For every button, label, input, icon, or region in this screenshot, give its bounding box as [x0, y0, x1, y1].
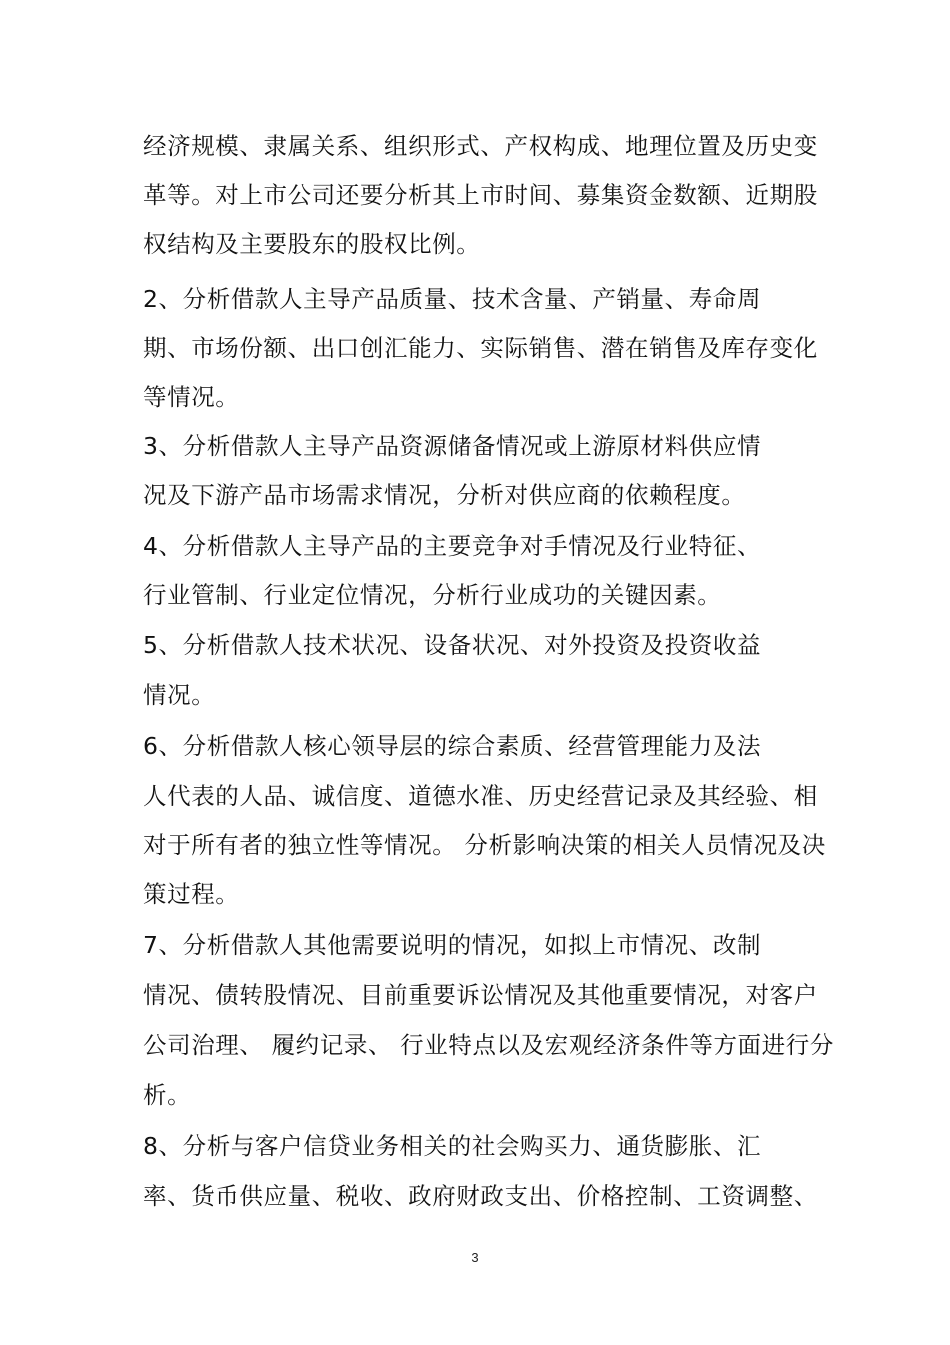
text-line: 情况。	[143, 681, 216, 709]
text-line: 4、分析借款人主导产品的主要竞争对手情况及行业特征、	[143, 532, 762, 560]
text-line: 权结构及主要股东的股权比例。	[143, 230, 481, 258]
text-line: 况及下游产品市场需求情况，分析对供应商的依赖程度。	[143, 481, 746, 509]
text-line: 策过程。	[143, 880, 240, 908]
page-number: 3	[471, 1250, 479, 1265]
text-line: 率、货币供应量、税收、政府财政支出、价格控制、工资调整、	[143, 1182, 818, 1210]
text-line: 8、分析与客户信贷业务相关的社会购买力、通货膨胀、汇	[143, 1132, 762, 1160]
text-line: 经济规模、隶属关系、组织形式、产权构成、地理位置及历史变	[143, 132, 818, 160]
text-line: 等情况。	[143, 383, 240, 411]
text-line: 析。	[143, 1081, 192, 1109]
text-line: 革等。对上市公司还要分析其上市时间、募集资金数额、近期股	[143, 181, 818, 209]
text-line: 2、分析借款人主导产品质量、技术含量、产销量、寿命周	[143, 285, 762, 313]
text-line: 3、分析借款人主导产品资源储备情况或上游原材料供应情	[143, 432, 762, 460]
text-line: 5、分析借款人技术状况、设备状况、对外投资及投资收益	[143, 631, 762, 659]
text-line: 7、分析借款人其他需要说明的情况，如拟上市情况、改制	[143, 931, 762, 959]
text-line: 6、分析借款人核心领导层的综合素质、经营管理能力及法	[143, 732, 762, 760]
text-line: 人代表的人品、诚信度、道德水准、历史经营记录及其经验、相	[143, 782, 818, 810]
text-line: 情况、债转股情况、目前重要诉讼情况及其他重要情况，对客户	[143, 981, 818, 1009]
text-line: 行业管制、行业定位情况，分析行业成功的关键因素。	[143, 581, 722, 609]
text-line: 期、市场份额、出口创汇能力、实际销售、潜在销售及库存变化	[143, 334, 818, 362]
text-line: 公司治理、 履约记录、 行业特点以及宏观经济条件等方面进行分	[143, 1031, 834, 1059]
text-line: 对于所有者的独立性等情况。 分析影响决策的相关人员情况及决	[143, 831, 826, 859]
